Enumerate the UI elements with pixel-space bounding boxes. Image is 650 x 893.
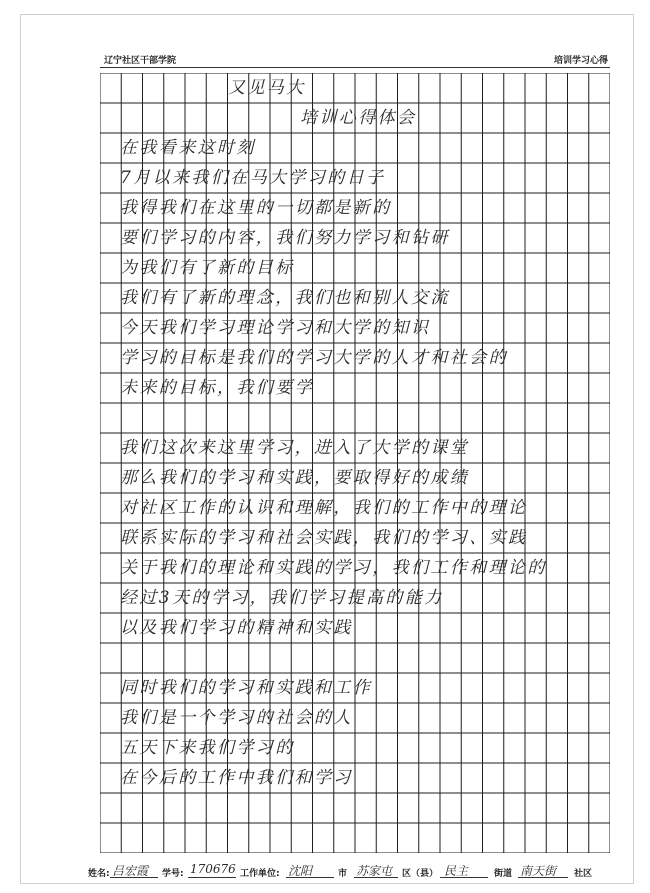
essay-line-1: 在我看来这时刻 xyxy=(120,138,256,158)
essay-line-5: 为我们有了新的目标 xyxy=(120,258,295,278)
essay-line-20: 我们是一个学习的社会的人 xyxy=(120,708,353,728)
district-underline xyxy=(440,877,488,878)
student-no-value: 170676 xyxy=(190,862,236,876)
work-unit-underline xyxy=(286,877,334,878)
essay-line-16: 经过3天的学习，我们学习提高的能力 xyxy=(120,588,444,608)
essay-line-3: 我得我们在这里的一切都是新的 xyxy=(120,198,392,218)
student-no-label: 学号: xyxy=(162,869,184,879)
essay-line-12: 那么我们的学习和实践，要取得好的成绩 xyxy=(120,468,470,488)
essay-line-17: 以及我们学习的精神和实践 xyxy=(120,618,353,638)
essay-line-2: 7月以来我们在马大学习的日子 xyxy=(120,168,386,188)
community-label: 社区 xyxy=(574,869,593,879)
essay-line-7: 今天我们学习理论学习和大学的知识 xyxy=(120,318,431,338)
essay-line-14: 联系实际的学习和社会实践，我们的学习、实践 xyxy=(120,528,528,548)
street-underline xyxy=(518,877,568,878)
essay-title: 又见马大 xyxy=(228,78,306,98)
city-value: 苏家屯 xyxy=(356,864,393,878)
writing-grid xyxy=(100,73,610,853)
essay-line-22: 在今后的工作中我们和学习 xyxy=(120,768,353,788)
essay-line-21: 五天下来我们学习的 xyxy=(120,738,295,758)
essay-line-9: 未来的目标，我们要学 xyxy=(120,378,314,398)
essay-line-8: 学习的目标是我们的学习大学的人才和社会的 xyxy=(120,348,508,368)
district-value: 民主 xyxy=(444,864,469,878)
institution-header: 辽宁社区干部学院 xyxy=(104,56,177,66)
district-label: 区（县） xyxy=(402,869,439,879)
work-unit-value: 沈阳 xyxy=(288,864,313,878)
street-value: 南天街 xyxy=(520,864,557,878)
essay-line-11: 我们这次来这里学习，进入了大学的课堂 xyxy=(120,438,470,458)
essay-line-6: 我们有了新的理念，我们也和别人交流 xyxy=(120,288,450,308)
essay-line-19: 同时我们的学习和实践和工作 xyxy=(120,678,373,698)
essay-line-4: 要们学习的内容，我们努力学习和钻研 xyxy=(120,228,450,248)
footer-info xyxy=(88,862,628,882)
essay-subtitle: 培训心得体会 xyxy=(300,108,417,128)
work-unit-label: 工作单位: xyxy=(240,869,280,879)
name-underline xyxy=(110,877,158,878)
document-type-header: 培训学习心得 xyxy=(553,56,608,66)
student-no-underline xyxy=(188,877,236,878)
city-label: 市 xyxy=(338,869,348,879)
name-value: 吕宏霞 xyxy=(112,864,149,878)
name-label: 姓名: xyxy=(88,869,110,879)
essay-line-15: 关于我们的理论和实践的学习，我们工作和理论的 xyxy=(120,558,547,578)
city-underline xyxy=(354,877,398,878)
essay-line-13: 对社区工作的认识和理解，我们的工作中的理论 xyxy=(120,498,528,518)
header-rule xyxy=(100,67,610,68)
street-label: 街道 xyxy=(494,869,513,879)
